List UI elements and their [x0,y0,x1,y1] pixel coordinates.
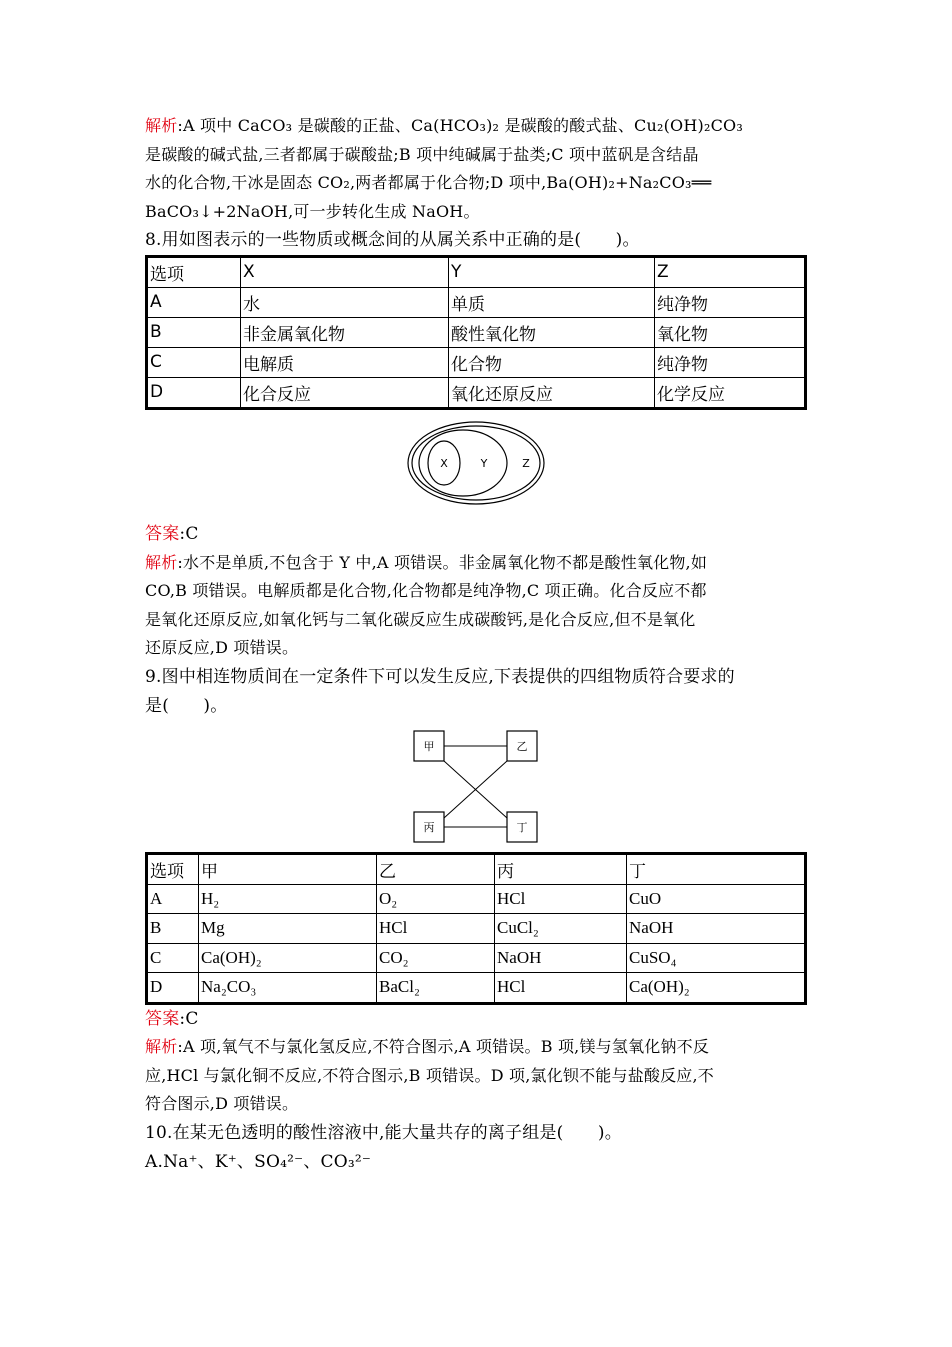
question-9-stem: 是( )。 [145,695,228,716]
ellipse-z-inner [412,426,540,500]
table-cell: A [147,884,199,914]
table-row [147,377,806,408]
table-cell: Na₂CO₃ [199,973,377,1004]
table-cell: H₂ [199,884,377,914]
label-ding: 丁 [516,821,528,835]
label-bing: 丙 [423,821,435,835]
table-header-cell: 乙 [377,854,495,885]
table-header-row [147,256,806,287]
question-10-stem: 10.在某无色透明的酸性溶液中,能大量共存的离子组是( )。 [145,1123,622,1143]
table-cell: A [147,287,241,317]
analysis-text-line: 是碳酸的碱式盐,三者都属于碳酸盐;B 项中纯碱属于盐类;C 项中蓝矾是含结晶 [145,144,699,164]
analysis-text-line: 应,HCl 与氯化铜不反应,不符合图示,B 项错误。D 项,氯化钡不能与盐酸反应,不 [145,1065,714,1085]
table-row [147,914,806,944]
analysis-text-line: 符合图示,D 项错误。 [145,1094,299,1114]
label-jia: 甲 [423,740,435,754]
ellipse-y [419,430,507,496]
question-8-table [145,255,807,410]
reaction-diagram [411,728,541,846]
table-cell: Ca(OH)₂ [627,973,806,1004]
table-row [147,347,806,377]
question-10-option-a: A.Na⁺、K⁺、SO₄²⁻、CO₃²⁻ [145,1151,372,1172]
venn-diagram [406,420,546,506]
table-cell: B [147,914,199,944]
analysis-text-line: 还原反应,D 项错误。 [145,638,299,658]
analysis-text-line: :水不是单质,不包含于 Y 中,A 项错误。非金属氧化物不都是酸性氧化物,如 [177,552,708,572]
table-cell: HCl [377,914,495,944]
table-header-cell: 甲 [199,854,377,885]
table-cell: NaOH [627,914,806,944]
analysis-label: 解析 [145,1037,178,1057]
analysis-text-line: :A 项中 CaCO₃ 是碳酸的正盐、Ca(HCO₃)₂ 是碳酸的酸式盐、Cu₂(OH)₂CO₃ [177,116,743,135]
table-cell: HCl [495,884,627,914]
table-cell: 非金属氧化物 [241,317,449,347]
table-cell: HCl [495,973,627,1004]
table-header-cell: X [241,256,449,287]
table-cell: 化合反应 [241,377,449,408]
table-cell: 电解质 [241,347,449,377]
analysis-text-line: :A 项,氧气不与氯化氢反应,不符合图示,A 项错误。B 项,镁与氢氧化钠不反 [177,1037,710,1057]
table-cell: 酸性氧化物 [449,317,655,347]
venn-label-z: Z [522,456,530,470]
table-header-cell: Y [449,256,655,287]
table-header-cell: 丁 [627,854,806,885]
table-cell: D [147,973,199,1004]
table-cell: Ca(OH)₂ [199,943,377,973]
analysis-text-line: BaCO₃↓+2NaOH,可一步转化生成 NaOH。 [145,201,480,221]
table-header-row [147,854,806,885]
table-cell: 水 [241,287,449,317]
table-cell: C [147,943,199,973]
question-9-table [145,852,807,1005]
table-cell: 氧化还原反应 [449,377,655,408]
table-row [147,287,806,317]
analysis-label: 解析 [145,116,178,135]
table-cell: BaCl₂ [377,973,495,1004]
venn-label-x: X [440,456,448,470]
analysis-q7 [145,112,807,226]
table-cell: CuCl₂ [495,914,627,944]
table-header-cell: 丙 [495,854,627,885]
table-cell: 化学反应 [655,377,806,408]
table-cell: 纯净物 [655,287,806,317]
table-cell: C [147,347,241,377]
table-cell: 氧化物 [655,317,806,347]
table-cell: CuO [627,884,806,914]
table-header-cell: 选项 [147,256,241,287]
answer-text: :C [179,1008,199,1029]
table-cell: NaOH [495,943,627,973]
table-cell: B [147,317,241,347]
table-cell: CuSO₄ [627,943,806,973]
table-row [147,317,806,347]
table-row [147,943,806,973]
table-cell: Mg [199,914,377,944]
table-cell: O₂ [377,884,495,914]
table-header-cell: 选项 [147,854,199,885]
answer-label: 答案 [145,1008,180,1029]
analysis-text-line: 是氧化还原反应,如氧化钙与二氧化碳反应生成碳酸钙,是化合反应,但不是氧化 [145,609,696,629]
table-cell: 纯净物 [655,347,806,377]
table-header-cell: Z [655,256,806,287]
analysis-text-line: CO,B 项错误。电解质都是化合物,化合物都是纯净物,C 项正确。化合反应不都 [145,581,707,601]
venn-label-y: Y [480,456,488,470]
table-cell: 单质 [449,287,655,317]
analysis-text-line: 水的化合物,干冰是固态 CO₂,两者都属于化合物;D 项中,Ba(OH)₂+Na₂CO₃══ [145,173,712,193]
question-8-stem: 8.用如图表示的一些物质或概念间的从属关系中正确的是( )。 [145,230,640,251]
document-page [145,112,807,1176]
answer-text: :C [179,523,199,544]
table-row [147,973,806,1004]
analysis-label: 解析 [145,552,178,572]
question-9-stem: 9.图中相连物质间在一定条件下可以发生反应,下表提供的四组物质符合要求的 [145,666,735,687]
table-cell: 化合物 [449,347,655,377]
table-cell: CO₂ [377,943,495,973]
table-cell: D [147,377,241,408]
answer-label: 答案 [145,523,180,544]
label-yi: 乙 [516,740,528,754]
table-row [147,884,806,914]
